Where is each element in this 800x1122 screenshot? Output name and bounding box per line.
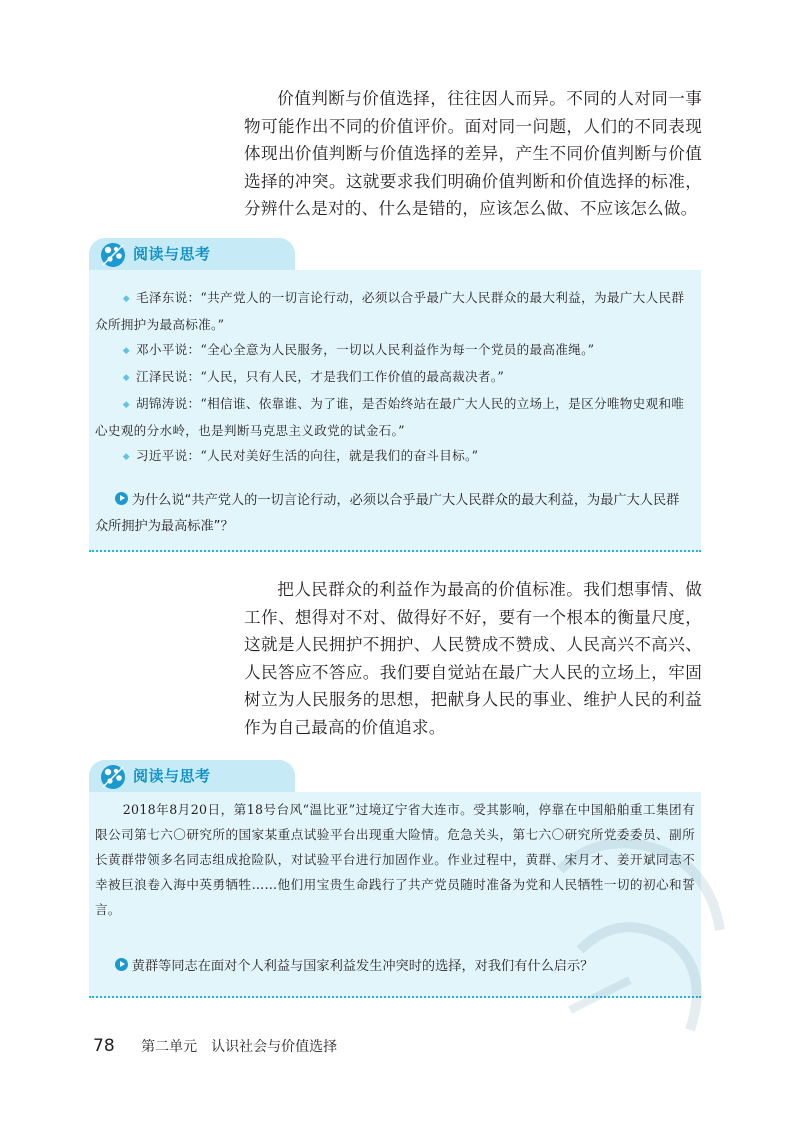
thinking-question: 黄群等同志在面对个人利益与国家利益发生冲突时的选择，对我们有什么启示？ <box>95 954 689 980</box>
quote-item: ◆ 邓小平说：“全心全意为人民服务，一切以人民利益作为每一个党员的最高准绳。” <box>122 342 595 357</box>
quote-item: ◆ 胡锦涛说：“相信谁、依靠谁、为了谁，是否始终站在最广大人民的立场上，是区分唯物史观和唯心史观的分水岭，也是判断马克思主义政党的试金石。” <box>95 396 685 438</box>
quote-item: ◆ 江泽民说：“人民，只有人民，才是我们工作价值的最高裁决者。” <box>122 369 505 384</box>
reading-icon <box>99 763 127 791</box>
thinking-question: 为什么说“共产党人的一切言论行动，必须以合乎最广大人民群众的最大利益，为最广大人民群众所拥护为最高标准”？ <box>95 493 680 534</box>
reading-thinking-box-1 <box>89 238 701 552</box>
arrow-circle-icon <box>115 492 128 505</box>
reading-thinking-box-2 <box>89 760 701 998</box>
body-paragraph-1: 价值判断与价值选择，往往因人而异。不同的人对同一事物可能作出不同的价值评价。面对同一问题，人们的不同表现体现出价值判断与价值选择的差异，产生不同价值判断与价值选择的冲突。这就要求我们明确价值判断和价值选择的标准，分辨什么是对的、什么是错的，应该怎么做、不应该怎么做。 <box>244 89 702 218</box>
arrow-circle-icon <box>115 958 128 971</box>
diamond-bullet-icon: ◆ <box>122 346 130 356</box>
page-number: 78 <box>93 1036 115 1056</box>
quote-item: ◆ 毛泽东说：“共产党人的一切言论行动，必须以合乎最广大人民群众的最大利益，为最广大人民群众所拥护为最高标准。” <box>95 290 685 332</box>
reading-icon <box>99 241 127 269</box>
body-paragraph-2: 把人民群众的利益作为最高的价值标准。我们想事情、做工作、想得对不对、做得好不好，要有一个根本的衡量尺度，这就是人民拥护不拥护、人民赞成不赞成、人民高兴不高兴、人民答应不答应。我们要自觉站在最广大人民的立场上，牢固树立为人民服务的思想，把献身人民的事业、维护人民的利益作为自己最高的价值追求。 <box>244 580 702 737</box>
page-footer <box>93 1036 337 1056</box>
diamond-bullet-icon: ◆ <box>122 294 130 304</box>
box-title: 阅读与思考 <box>133 767 211 785</box>
unit-title: 第二单元 认识社会与价值选择 <box>141 1039 338 1055</box>
diamond-bullet-icon: ◆ <box>122 400 130 410</box>
story-text: 2018年8月20日，第18号台风“温比亚”过境辽宁省大连市。受其影响，停靠在中国船舶重工集团有限公司第七六〇研究所的国家某重点试验平台出现重大险情。危急关头，第七六〇研究所党委委员、副所长黄群带领多名同志组成抢险队，对试验平台进行加固作业。作业过程中，黄群、宋月才、姜开斌同志不幸被巨浪卷入海中英勇牺牲……他们用宝贵生命践行了共产党员随时准备为党和人民牺牲一切的初心和誓言。 <box>95 802 695 917</box>
diamond-bullet-icon: ◆ <box>122 452 130 462</box>
quotes-list <box>95 285 695 470</box>
diamond-bullet-icon: ◆ <box>122 373 130 383</box>
box-title: 阅读与思考 <box>133 245 211 263</box>
quote-item: ◆ 习近平说：“人民对美好生活的向往，就是我们的奋斗目标。” <box>122 448 479 463</box>
